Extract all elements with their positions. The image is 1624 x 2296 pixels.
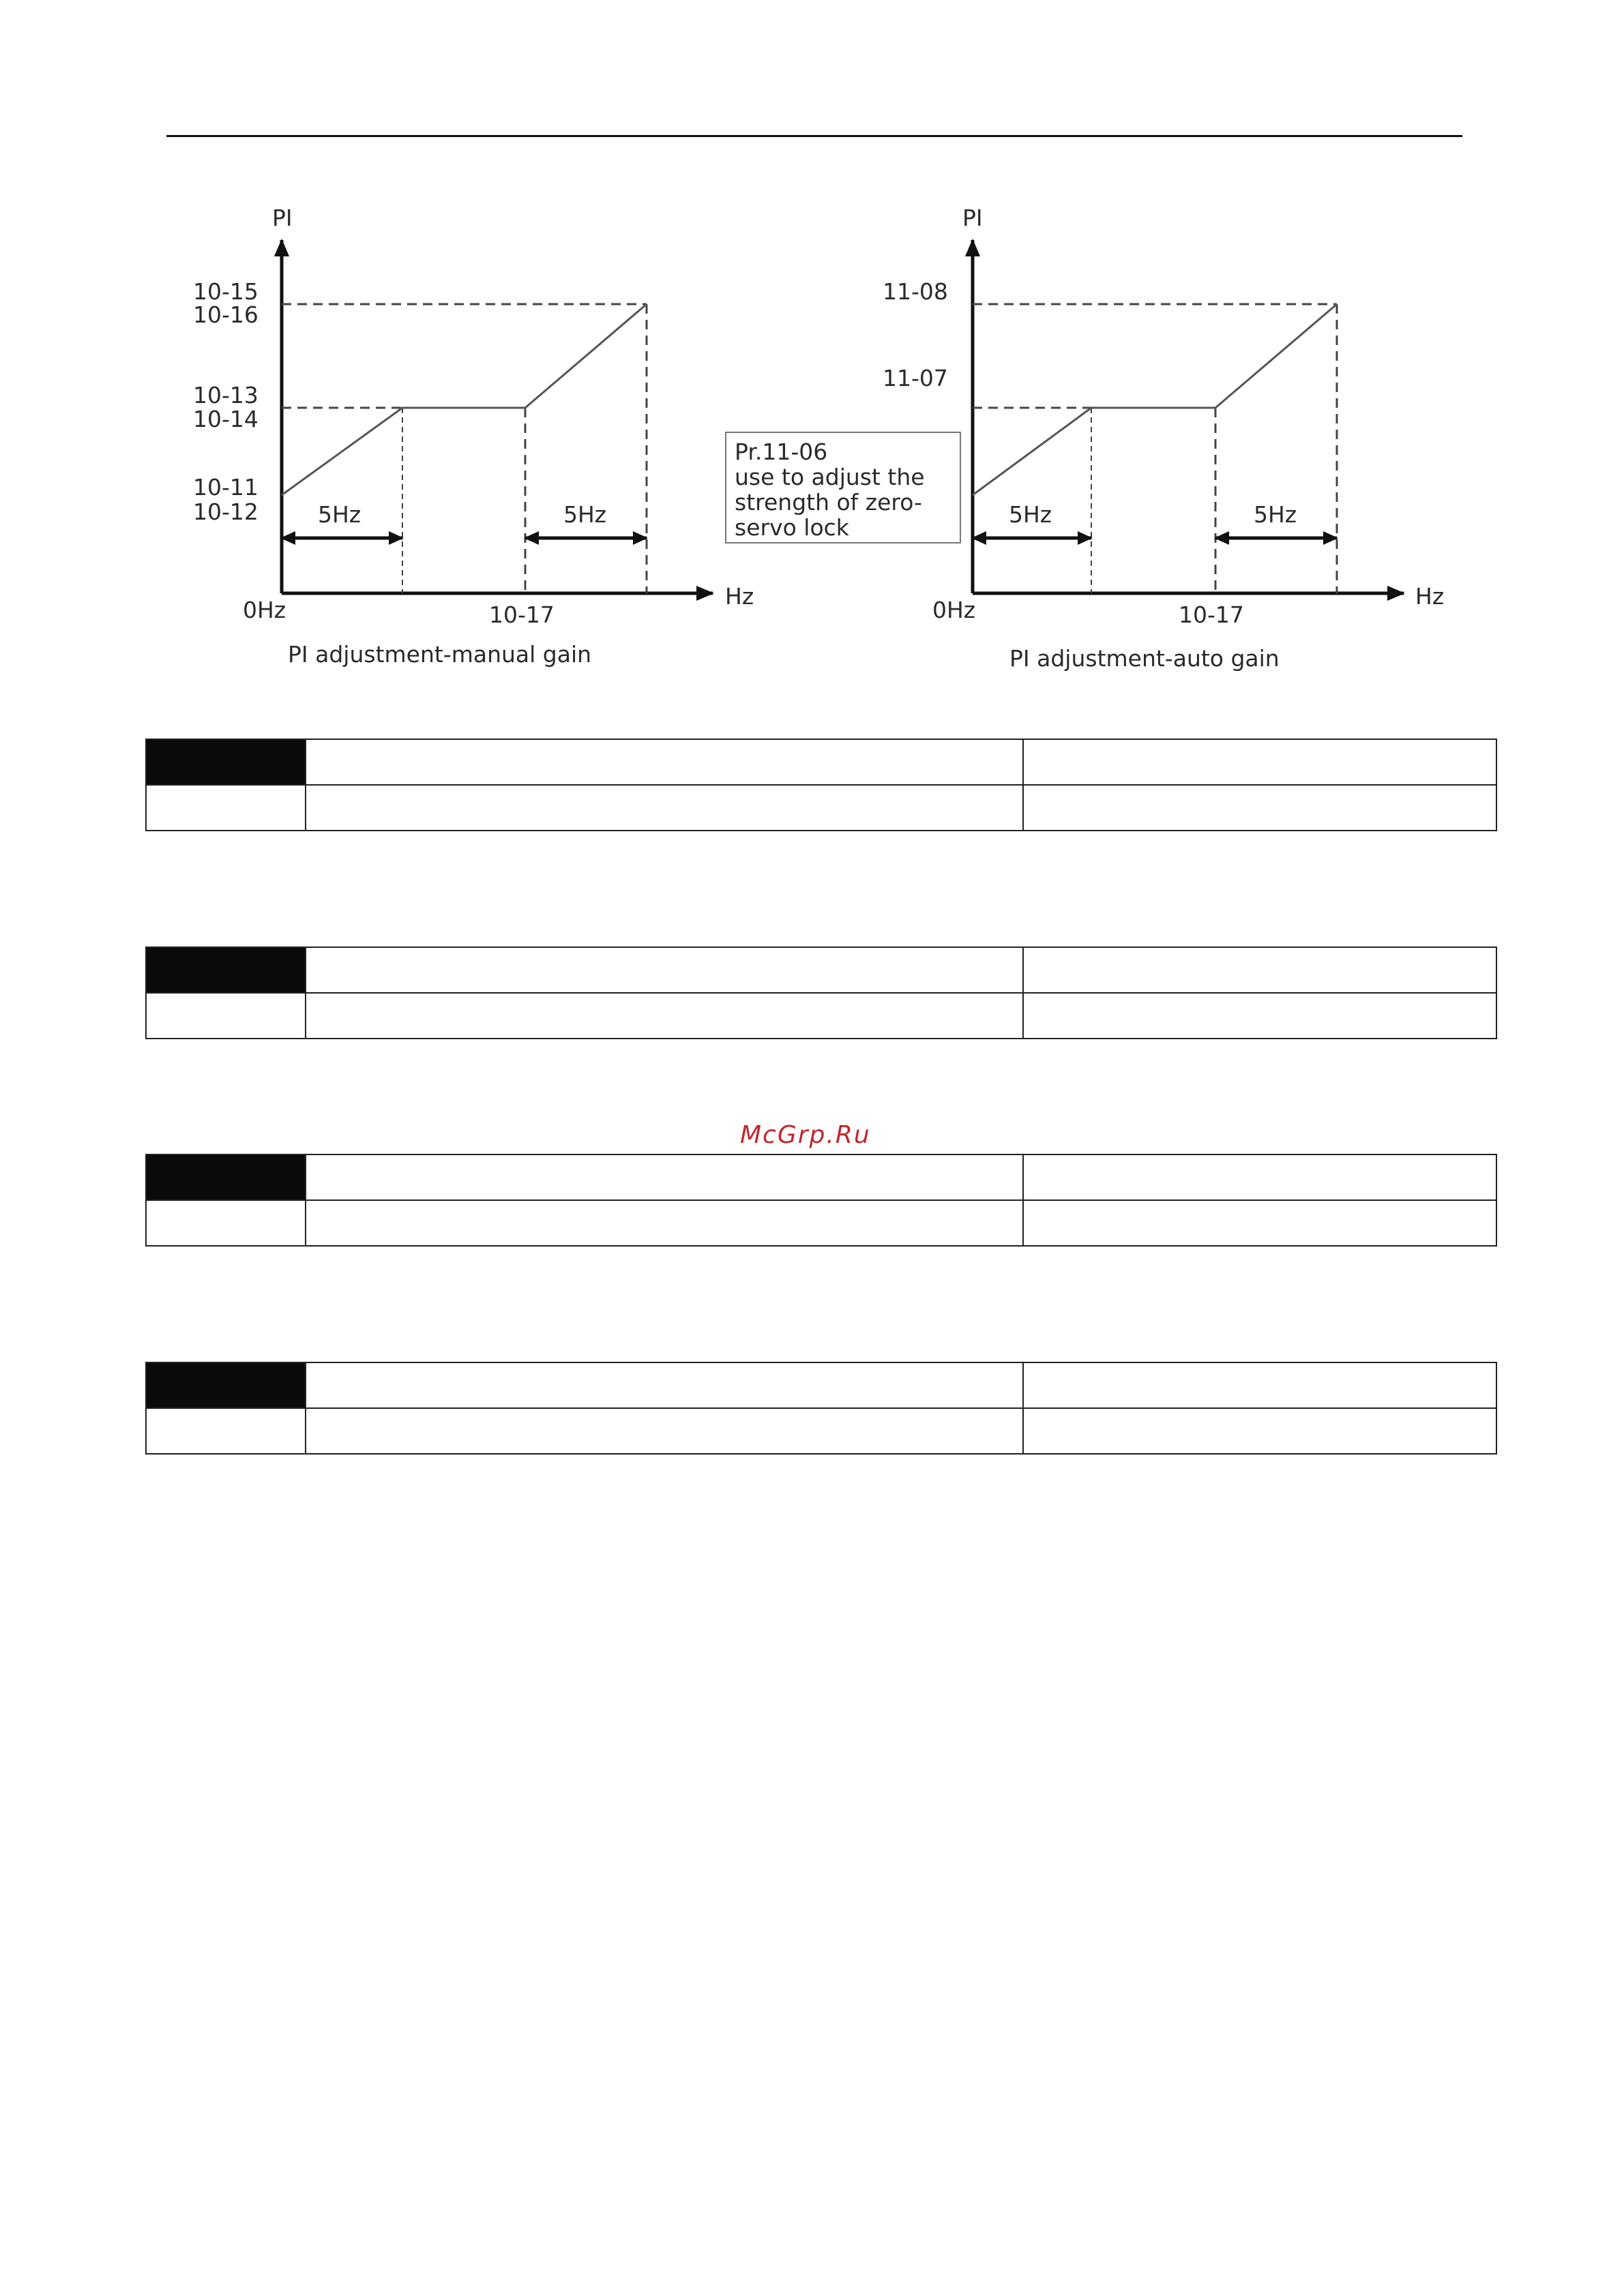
parameter-code-cell [146, 1154, 306, 1200]
factory-setting-cell [1023, 1154, 1496, 1200]
factory-setting-cell [1023, 947, 1496, 993]
span-label-right: 5Hz [1254, 501, 1297, 528]
blank-cell [146, 1200, 306, 1246]
y-label: 10-14 [193, 406, 259, 432]
parameter-name-cell [306, 1362, 1023, 1408]
y-label: 10-12 [193, 498, 259, 525]
table-row [146, 993, 1496, 1039]
table-row [146, 1154, 1496, 1200]
blank-cell [146, 1408, 306, 1454]
parameter-name-cell [306, 947, 1023, 993]
blank-cell [146, 993, 306, 1039]
note-line: use to adjust the [735, 464, 925, 490]
table-row [146, 1200, 1496, 1246]
x-mid-label: 10-17 [1179, 601, 1244, 628]
pi-curve [973, 304, 1337, 495]
x-axis-label: Hz [725, 583, 754, 610]
pi-adjustment-diagrams [0, 0, 1624, 696]
origin-label: 0Hz [243, 597, 286, 623]
y-label: 10-15 [193, 278, 259, 305]
y-label: 10-11 [193, 474, 259, 501]
table-row [146, 947, 1496, 993]
settings-cell [306, 993, 1023, 1039]
dashed-guides [973, 304, 1337, 593]
parameter-name-cell [306, 739, 1023, 785]
parameter-code-cell [146, 1362, 306, 1408]
origin-label: 0Hz [932, 597, 976, 623]
parameter-table [145, 739, 1497, 831]
span-label-left: 5Hz [318, 501, 361, 528]
table-row [146, 1362, 1496, 1408]
parameter-table [145, 946, 1497, 1039]
parameter-table [145, 1154, 1497, 1247]
unit-cell [1023, 785, 1496, 831]
parameter-code-cell [146, 947, 306, 993]
blank-cell [146, 785, 306, 831]
y-label: 11-08 [883, 278, 948, 305]
span-label-right: 5Hz [563, 501, 607, 528]
unit-cell [1023, 1200, 1496, 1246]
pi-curve [282, 304, 647, 495]
y-axis-label: PI [272, 205, 293, 231]
settings-cell [306, 1200, 1023, 1246]
table-row [146, 785, 1496, 831]
factory-setting-cell [1023, 739, 1496, 785]
unit-cell [1023, 993, 1496, 1039]
note-line: servo lock [735, 514, 849, 541]
note-box [726, 432, 960, 543]
span-label-left: 5Hz [1009, 501, 1052, 528]
y-label: 11-07 [883, 365, 948, 391]
factory-setting-cell [1023, 1362, 1496, 1408]
table-row [146, 1408, 1496, 1454]
dashed-guides [282, 304, 647, 593]
diagram-left [193, 205, 754, 668]
parameter-table [145, 1362, 1497, 1455]
y-axis-label: PI [962, 205, 983, 231]
note-line: Pr.11-06 [735, 438, 828, 465]
diagram-caption: PI adjustment-auto gain [1009, 645, 1280, 672]
parameter-code-cell [146, 739, 306, 785]
settings-cell [306, 1408, 1023, 1454]
x-mid-label: 10-17 [489, 601, 555, 628]
diagram-right [883, 205, 1444, 672]
x-axis-label: Hz [1415, 583, 1445, 610]
y-label: 10-16 [193, 301, 259, 328]
watermark: McGrp.Ru [740, 1121, 871, 1149]
table-row [146, 739, 1496, 785]
diagram-caption: PI adjustment-manual gain [288, 641, 592, 668]
parameter-name-cell [306, 1154, 1023, 1200]
unit-cell [1023, 1408, 1496, 1454]
note-line: strength of zero- [735, 489, 922, 516]
settings-cell [306, 785, 1023, 831]
y-label: 10-13 [193, 382, 259, 408]
